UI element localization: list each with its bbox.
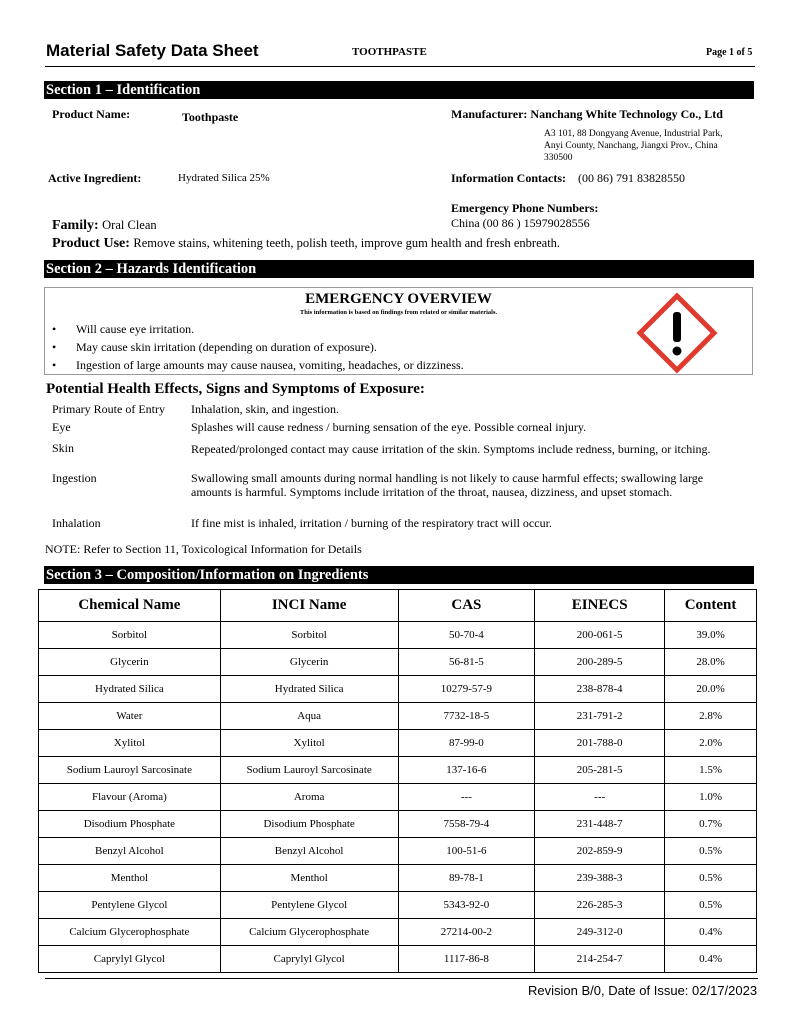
inci-name-cell: Caprylyl Glycol (220, 946, 398, 973)
footer-divider (45, 978, 758, 979)
route-value-primary: Inhalation, skin, and ingestion. (191, 402, 339, 416)
route-value-eye: Splashes will cause redness / burning sensation of the eye. Possible corneal injury. (191, 420, 587, 434)
cas-cell: 1117-86-8 (398, 946, 535, 973)
content-cell: 0.5% (665, 892, 757, 919)
cas-cell: 5343-92-0 (398, 892, 535, 919)
table-row (39, 865, 757, 892)
chemical-name-cell: Hydrated Silica (39, 676, 221, 703)
product-name-label: Product Name: (52, 107, 131, 121)
product-name-value: Toothpaste (182, 110, 239, 124)
chemical-name-cell: Pentylene Glycol (39, 892, 221, 919)
content-cell: 0.7% (665, 811, 757, 838)
family-line (52, 218, 157, 234)
manufacturer: Manufacturer: Nanchang White Technology Co., Ltd (451, 107, 723, 121)
cas-cell: 100-51-6 (398, 838, 535, 865)
composition-table (38, 589, 757, 973)
cas-cell: 7732-18-5 (398, 703, 535, 730)
table-header-row (39, 590, 757, 622)
route-label-ingestion: Ingestion (52, 471, 97, 485)
table-row (39, 649, 757, 676)
chemical-name-cell: Sodium Lauroyl Sarcosinate (39, 757, 221, 784)
column-header: EINECS (535, 590, 665, 622)
exclamation-hazard-icon (636, 292, 718, 374)
table-row (39, 703, 757, 730)
chemical-name-cell: Flavour (Aroma) (39, 784, 221, 811)
route-label-primary: Primary Route of Entry (52, 402, 165, 416)
content-cell: 0.4% (665, 946, 757, 973)
einecs-cell: 201-788-0 (535, 730, 665, 757)
section-3-heading: Section 3 – Composition/Information on Ingredients (44, 566, 754, 584)
product-use-line (52, 236, 560, 252)
cas-cell: 10279-57-9 (398, 676, 535, 703)
table-row (39, 946, 757, 973)
family-value: Oral Clean (102, 218, 157, 232)
bullet-dot: • (52, 358, 57, 372)
inci-name-cell: Aqua (220, 703, 398, 730)
cas-cell: 87-99-0 (398, 730, 535, 757)
active-ingredient-label: Active Ingredient: (48, 171, 142, 185)
info-contacts-label: Information Contacts: (451, 171, 566, 185)
einecs-cell: 238-878-4 (535, 676, 665, 703)
chemical-name-cell: Caprylyl Glycol (39, 946, 221, 973)
bullet-dot: • (52, 322, 57, 336)
column-header: Chemical Name (39, 590, 221, 622)
cas-cell: 56-81-5 (398, 649, 535, 676)
einecs-cell: 249-312-0 (535, 919, 665, 946)
content-cell: 39.0% (665, 622, 757, 649)
content-cell: 2.8% (665, 703, 757, 730)
einecs-cell: 200-289-5 (535, 649, 665, 676)
chemical-name-cell: Glycerin (39, 649, 221, 676)
emergency-overview-title: EMERGENCY OVERVIEW (305, 291, 492, 307)
content-cell: 2.0% (665, 730, 757, 757)
inci-name-cell: Hydrated Silica (220, 676, 398, 703)
route-value-inhalation: If fine mist is inhaled, irritation / burning of the respiratory tract will occur. (191, 516, 552, 530)
chemical-name-cell: Calcium Glycerophosphate (39, 919, 221, 946)
content-cell: 0.4% (665, 919, 757, 946)
table-row (39, 757, 757, 784)
route-value-ingestion: Swallowing small amounts during normal handling is not likely to cause harmful effects; swallowing large amounts is harmful. Symptoms include irritation of the throat, nausea, dizziness, and upset stomach. (191, 471, 704, 499)
inci-name-cell: Sorbitol (220, 622, 398, 649)
health-effects-title: Potential Health Effects, Signs and Symptoms of Exposure: (46, 381, 425, 397)
cas-cell: 7558-79-4 (398, 811, 535, 838)
content-cell: 20.0% (665, 676, 757, 703)
table-row (39, 811, 757, 838)
chemical-name-cell: Disodium Phosphate (39, 811, 221, 838)
table-row (39, 919, 757, 946)
content-cell: 0.5% (665, 838, 757, 865)
cas-cell: 27214-00-2 (398, 919, 535, 946)
document-title: Material Safety Data Sheet (46, 41, 259, 60)
page-number: Page 1 of 5 (706, 47, 753, 58)
chemical-name-cell: Sorbitol (39, 622, 221, 649)
section-1-heading: Section 1 – Identification (44, 81, 754, 99)
table-row (39, 622, 757, 649)
hazard-bullet-1: Will cause eye irritation. (76, 322, 195, 336)
cas-cell: 137-16-6 (398, 757, 535, 784)
einecs-cell: 214-254-7 (535, 946, 665, 973)
content-cell: 0.5% (665, 865, 757, 892)
table-row (39, 892, 757, 919)
emergency-overview-subtitle: This information is based on findings from related or similar materials. (299, 309, 498, 316)
einecs-cell: 200-061-5 (535, 622, 665, 649)
header-divider (45, 66, 755, 67)
chemical-name-cell: Xylitol (39, 730, 221, 757)
einecs-cell: 231-791-2 (535, 703, 665, 730)
emergency-phone-value: China (00 86 ) 15979028556 (451, 216, 590, 230)
bullet-dot: • (52, 340, 57, 354)
address-line-2: Anyi County, Nanchang, Jiangxi Prov., China (544, 141, 718, 151)
inci-name-cell: Aroma (220, 784, 398, 811)
cas-cell: 50-70-4 (398, 622, 535, 649)
emergency-phone-label: Emergency Phone Numbers: (451, 201, 599, 215)
cas-cell: 89-78-1 (398, 865, 535, 892)
einecs-cell: 239-388-3 (535, 865, 665, 892)
product-use-value: Remove stains, whitening teeth, polish teeth, improve gum health and fresh enbreath. (133, 236, 561, 250)
column-header: CAS (398, 590, 535, 622)
table-row (39, 784, 757, 811)
address-line-1: A3 101, 88 Dongyang Avenue, Industrial Park, (544, 129, 723, 139)
inci-name-cell: Menthol (220, 865, 398, 892)
einecs-cell: 202-859-9 (535, 838, 665, 865)
section-2-heading: Section 2 – Hazards Identification (44, 260, 754, 278)
table-row (39, 838, 757, 865)
chemical-name-cell: Benzyl Alcohol (39, 838, 221, 865)
content-cell: 28.0% (665, 649, 757, 676)
inci-name-cell: Glycerin (220, 649, 398, 676)
hazard-bullet-3: Ingestion of large amounts may cause nausea, vomiting, headaches, or dizziness. (76, 358, 464, 372)
content-cell: 1.0% (665, 784, 757, 811)
inci-name-cell: Sodium Lauroyl Sarcosinate (220, 757, 398, 784)
einecs-cell: 205-281-5 (535, 757, 665, 784)
hazard-bullet-2: May cause skin irritation (depending on duration of exposure). (76, 340, 377, 354)
inci-name-cell: Xylitol (220, 730, 398, 757)
product-header: TOOTHPASTE (352, 46, 427, 58)
inci-name-cell: Disodium Phosphate (220, 811, 398, 838)
table-row (39, 730, 757, 757)
inci-name-cell: Calcium Glycerophosphate (220, 919, 398, 946)
active-ingredient-value: Hydrated Silica 25% (178, 172, 270, 184)
einecs-cell: 226-285-3 (535, 892, 665, 919)
route-value-skin: Repeated/prolonged contact may cause irritation of the skin. Symptoms include redness, burning, or itching. (191, 442, 711, 456)
route-label-eye: Eye (52, 420, 71, 434)
einecs-cell: 231-448-7 (535, 811, 665, 838)
column-header: Content (665, 590, 757, 622)
inci-name-cell: Pentylene Glycol (220, 892, 398, 919)
address-line-3: 330500 (544, 153, 573, 163)
info-contacts-value: (00 86) 791 83828550 (578, 171, 685, 185)
route-label-inhalation: Inhalation (52, 516, 101, 530)
column-header: INCI Name (220, 590, 398, 622)
toxicology-note: NOTE: Refer to Section 11, Toxicological Information for Details (45, 542, 362, 556)
chemical-name-cell: Menthol (39, 865, 221, 892)
revision-info: Revision B/0, Date of Issue: 02/17/2023 (528, 983, 758, 998)
inci-name-cell: Benzyl Alcohol (220, 838, 398, 865)
cas-cell: --- (398, 784, 535, 811)
table-row (39, 676, 757, 703)
einecs-cell: --- (535, 784, 665, 811)
content-cell: 1.5% (665, 757, 757, 784)
route-label-skin: Skin (52, 441, 75, 455)
product-use-label: Product Use: (52, 236, 130, 251)
chemical-name-cell: Water (39, 703, 221, 730)
family-label: Family: (52, 218, 99, 233)
